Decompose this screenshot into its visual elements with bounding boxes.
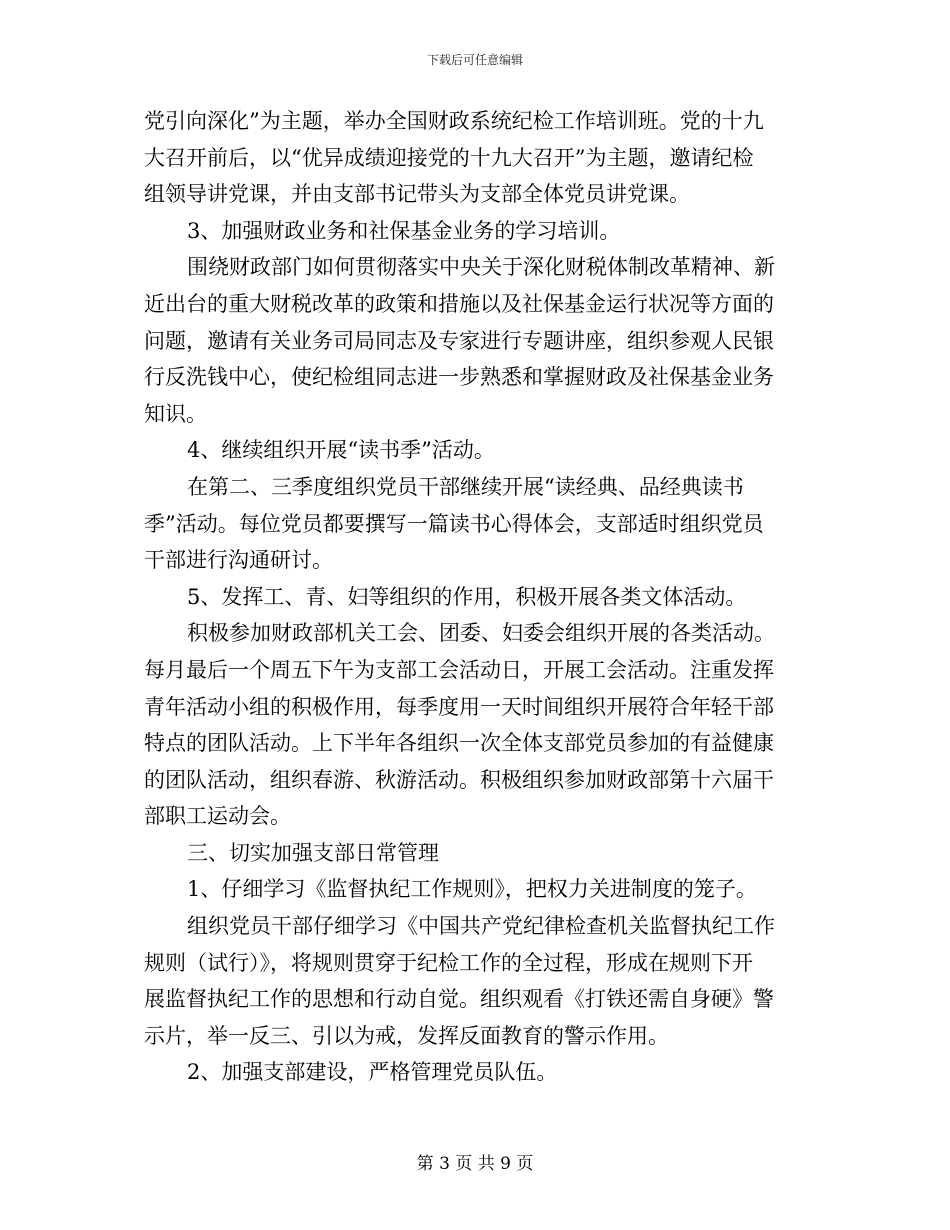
- text-line: 特点的团队活动。上下半年各组织一次全体支部党员参加的有益健康: [144, 731, 774, 756]
- text-line: 的团队活动，组织春游、秋游活动。积极组织参加财政部第十六届干: [144, 767, 774, 792]
- text-line: 示片，举一反三、引以为戒，发挥反面教育的警示作用。: [144, 1023, 669, 1048]
- text-line: 部职工运动会。: [144, 804, 291, 829]
- text-line: 党引向深化”为主题，举办全国财政系统纪检工作培训班。党的十九: [144, 109, 764, 133]
- text-line: 行反洗钱中心，使纪检组同志进一步熟悉和掌握财政及社保基金业务: [144, 365, 774, 390]
- text-line: 问题，邀请有关业务司局同志及专家进行专题讲座，组织参观人民银: [144, 328, 774, 353]
- text-line: 青年活动小组的积极作用，每季度用一天时间组织开展符合年轻干部: [144, 694, 774, 719]
- text-line: 知识。: [144, 401, 207, 426]
- text-line: 近出台的重大财税改革的政策和措施以及社保基金运行状况等方面的: [144, 291, 774, 316]
- text-line: 3、加强财政业务和社保基金业务的学习培训。: [187, 218, 621, 243]
- text-line: 规则（试行）》，将规则贯穿于纪检工作的全过程，形成在规则下开: [144, 950, 753, 975]
- text-line: 在第二、三季度组织党员干部继续开展“读经典、品经典读书: [187, 474, 744, 499]
- text-line: 三、切实加强支部日常管理: [187, 840, 439, 865]
- text-line: 2、加强支部建设，严格管理党员队伍。: [187, 1060, 558, 1085]
- page-number-footer: 第 3 页 共 9 页: [416, 1154, 534, 1174]
- text-line: 5、发挥工、青、妇等组织的作用，积极开展各类文体活动。: [187, 584, 747, 609]
- text-line: 围绕财政部门如何贯彻落实中央关于深化财税体制改革精神、新: [187, 255, 775, 280]
- text-line: 季”活动。每位党员都要撰写一篇读书心得体会，支部适时组织党员: [144, 511, 764, 536]
- text-line: 组织党员干部仔细学习《中国共产党纪律检查机关监督执纪工作: [187, 914, 775, 939]
- text-line: 大召开前后，以“优异成绩迎接党的十九大召开”为主题，邀请纪检: [144, 145, 754, 170]
- text-line: 4、继续组织开展“读书季”活动。: [187, 438, 495, 463]
- text-line: 积极参加财政部机关工会、团委、妇委会组织开展的各类活动。: [187, 621, 775, 646]
- text-line: 干部进行沟通研讨。: [144, 548, 333, 573]
- text-line: 1、仔细学习《监督执纪工作规则》，把权力关进制度的笼子。: [187, 877, 757, 902]
- text-line: 展监督执纪工作的思想和行动自觉。组织观看《打铁还需自身硬》警: [144, 987, 774, 1012]
- text-line: 组领导讲党课，并由支部书记带头为支部全体党员讲党课。: [144, 182, 690, 207]
- page-header: 下载后可任意编辑: [426, 53, 523, 67]
- text-line: 每月最后一个周五下午为支部工会活动日，开展工会活动。注重发挥: [144, 657, 774, 682]
- document-body: [144, 103, 804, 1091]
